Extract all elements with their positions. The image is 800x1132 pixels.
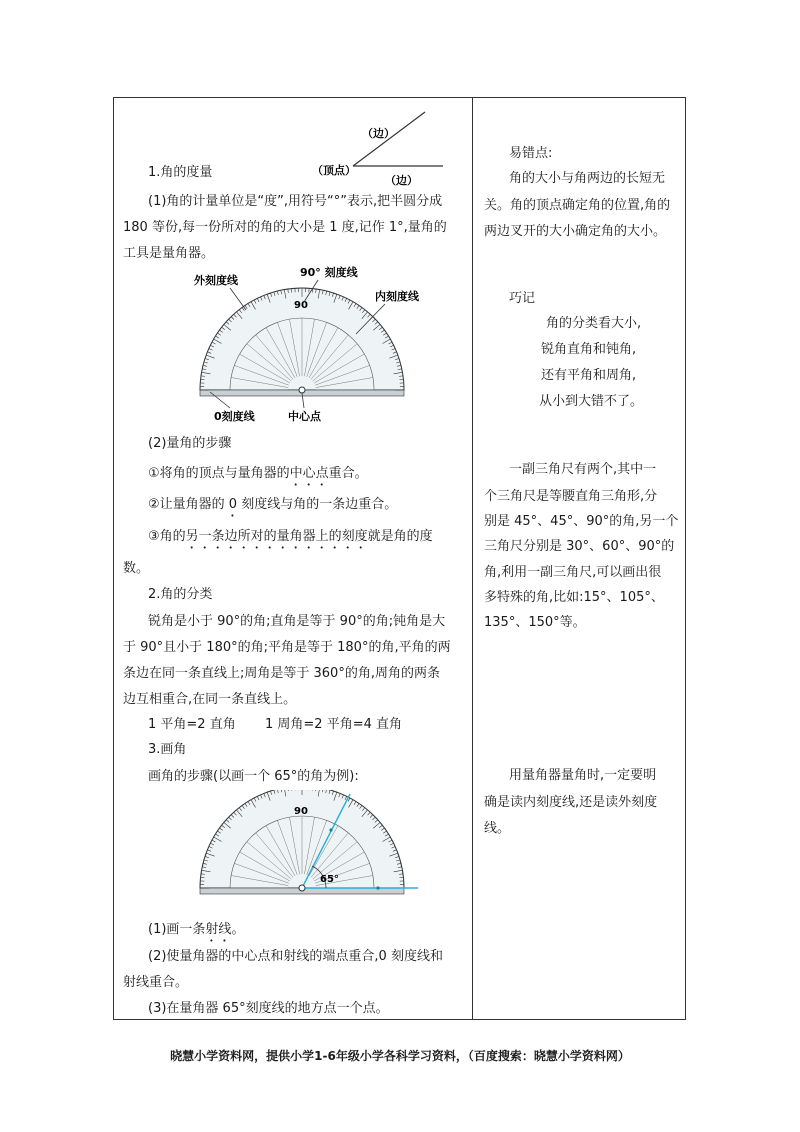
measure-step-2: ②让量角器的 0 刻度线与角的一条边重合。 bbox=[148, 497, 398, 512]
protractor-note-line: 线。 bbox=[484, 821, 511, 836]
mistake-text-line: 角的大小与角两边的长短无 bbox=[509, 171, 666, 186]
tip-title: 巧记 bbox=[509, 291, 536, 306]
vertex-label: （顶点） bbox=[312, 164, 356, 177]
protractor-65-diagram bbox=[180, 790, 430, 908]
draw-step-3: (3)在量角器 65°刻度线的地方点一个点。 bbox=[148, 1001, 389, 1016]
column-divider bbox=[472, 97, 473, 1020]
measure-steps-title: (2)量角的步骤 bbox=[148, 436, 232, 451]
draw-step-2-cont: 射线重合。 bbox=[123, 975, 189, 990]
angle-relation-b: 1 周角=2 平角=4 直角 bbox=[265, 717, 402, 732]
section-title-draw: 3.画角 bbox=[148, 742, 187, 757]
triangle-set-text-line: 一副三角尺有两个,其中一 bbox=[509, 462, 657, 477]
outer-scale-label: 外刻度线 bbox=[194, 274, 238, 287]
inner-scale-label: 内刻度线 bbox=[375, 290, 419, 303]
unit-text-line: 工具是量角器。 bbox=[123, 246, 215, 261]
unit-text-line: (1)角的计量单位是“度”,用符号“°”表示,把半圆分成 bbox=[148, 194, 443, 209]
mistake-title: 易错点: bbox=[509, 146, 553, 161]
classify-text-line: 于 90°且小于 180°的角;平角是等于 180°的角,平角的两 bbox=[123, 640, 451, 655]
rhyme-line: 角的分类看大小, bbox=[546, 316, 642, 331]
unit-text-line: 180 等份,每一份所对的角的大小是 1 度,记作 1°,量角的 bbox=[123, 220, 447, 235]
triangle-set-text-line: 135°、150°等。 bbox=[484, 615, 586, 630]
rhyme-line: 还有平角和周角, bbox=[541, 368, 637, 383]
center-point-label: 中心点 bbox=[288, 410, 321, 423]
angle-diagram bbox=[300, 108, 460, 188]
classify-text-line: 锐角是小于 90°的角;直角是等于 90°的角;钝角是大 bbox=[148, 614, 446, 629]
section-title-classify: 2.角的分类 bbox=[148, 587, 213, 602]
page-footer: 晓慧小学资料网，提供小学1-6年级小学各科学习资料，（百度搜索：晓慧小学资料网） bbox=[170, 1049, 630, 1063]
triangle-set-text-line: 三角尺分别是 30°、60°、90°的 bbox=[484, 539, 675, 554]
triangle-set-text-line: 个三角尺是等腰直角三角形,分 bbox=[484, 489, 658, 504]
mistake-text-line: 两边叉开的大小确定角的大小。 bbox=[484, 224, 667, 239]
measure-step-3: ③角的另一条边所对的量角器上的刻度就是角的度 bbox=[148, 529, 433, 544]
draw-step-1: (1)画一条射线。 bbox=[148, 922, 245, 937]
zero-line-label: 0刻度线 bbox=[214, 410, 255, 423]
ninety-line-label: 90° 刻度线 bbox=[300, 266, 358, 279]
protractor-note-line: 确是读内刻度线,还是读外刻度 bbox=[484, 795, 658, 810]
side-bottom-label: （边） bbox=[385, 174, 418, 187]
triangle-set-text-line: 角,利用一副三角尺,可以画出很 bbox=[484, 565, 662, 580]
draw-step-2: (2)使量角器的中心点和射线的端点重合,0 刻度线和 bbox=[148, 949, 443, 964]
side-top-label: （边） bbox=[362, 127, 395, 140]
triangle-set-text-line: 多特殊的角,比如:15°、105°、 bbox=[484, 590, 664, 605]
section-title-measure: 1.角的度量 bbox=[148, 165, 213, 180]
classify-text-line: 条边在同一条直线上;周角是等于 360°的角,周角的两条 bbox=[123, 666, 440, 681]
measure-step-1: ①将角的顶点与量角器的中心点重合。 bbox=[148, 466, 368, 481]
rhyme-line: 锐角直角和钝角, bbox=[541, 342, 637, 357]
mistake-text-line: 关。角的顶点确定角的位置,角的 bbox=[484, 198, 671, 213]
protractor-note-line: 用量角器量角时,一定要明 bbox=[509, 768, 657, 783]
angle-65-label: 65° bbox=[320, 874, 339, 885]
rhyme-line: 从小到大错不了。 bbox=[539, 394, 644, 409]
measure-step-3-cont: 数。 bbox=[123, 561, 150, 576]
classify-text-line: 边互相重合,在同一条直线上。 bbox=[123, 692, 297, 707]
triangle-set-text-line: 别是 45°、45°、90°的角,另一个 bbox=[484, 514, 679, 529]
protractor-90-mark: 90 bbox=[294, 300, 308, 311]
protractor-diagram bbox=[180, 262, 450, 430]
angle-relation-a: 1 平角=2 直角 bbox=[148, 717, 236, 732]
draw-intro: 画角的步骤(以画一个 65°的角为例): bbox=[148, 769, 359, 784]
protractor-90-mark: 90 bbox=[294, 806, 308, 817]
